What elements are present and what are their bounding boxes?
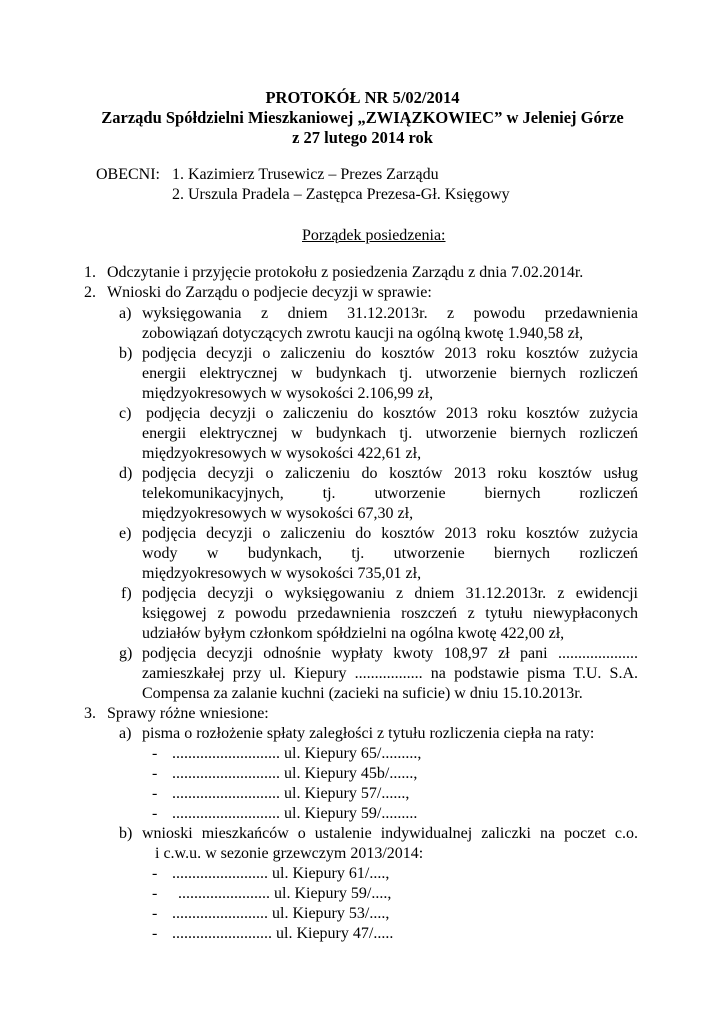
item-text-1: Odczytanie i przyjęcie protokołu z posiedzenia Zarządu z dnia 7.02.2014r. bbox=[107, 264, 584, 281]
item-number-1: 1. bbox=[84, 264, 96, 281]
sub-a-line-1: wyksięgowania z dniem 31.12.2013r. z powodu przedawnienia bbox=[142, 305, 638, 322]
dash-bullet: - bbox=[152, 785, 158, 802]
sub-d-line-1: podjęcia decyzji o zaliczeniu do kosztów 2013 roku kosztów usług bbox=[142, 465, 638, 482]
sub-f-line-2: księgowej z powodu przedawnienia roszczeń z tytułu niewypłaconych bbox=[142, 605, 638, 622]
sub-letter-b: b) bbox=[119, 345, 133, 362]
sub-letter-c: c) bbox=[119, 405, 132, 422]
sub-d-line-3: międzyokresowych w wysokości 67,30 zł, bbox=[142, 505, 414, 522]
sub-c-line-2: energii elektrycznej w budynkach tj. utworzenie biernych rozliczeń bbox=[142, 425, 638, 442]
sub-letter-a: a) bbox=[119, 305, 132, 322]
sub-d-line-2: telekomunikacyjnych, tj. utworzenie biernych rozliczeń bbox=[142, 485, 638, 502]
sub-g-line-1: podjęcia decyzji odnośnie wypłaty kwoty 108,97 zł pani .................... bbox=[142, 645, 638, 662]
protocol-title: PROTOKÓŁ NR 5/02/2014 bbox=[265, 88, 460, 107]
item-text-2: Wnioski do Zarządu o podjecie decyzji w sprawie: bbox=[107, 284, 432, 301]
sub3-letter-a: a) bbox=[119, 725, 132, 742]
list-entry: ....................... ul. Kiepury 59/...., bbox=[178, 885, 392, 902]
sub-e-line-2: wody w budynkach, tj. utworzenie biernych rozliczeń bbox=[142, 545, 638, 562]
sub-f-line-1: podjęcia decyzji o wyksięgowaniu z dniem 31.12.2013r. z ewidencji bbox=[142, 585, 638, 602]
sub3-b-line-2: i c.w.u. w sezonie grzewczym 2013/2014: bbox=[155, 845, 424, 862]
list-entry: ........................... ul. Kiepury 45b/......, bbox=[172, 765, 418, 782]
sub-f-line-3: udziałów byłym członkom spółdzielni na ogólna kwotę 422,00 zł, bbox=[142, 625, 565, 642]
present-label: OBECNI: bbox=[96, 166, 160, 183]
sub3-a-text: pisma o rozłożenie spłaty zaległości z tytułu rozliczenia ciepła na raty: bbox=[142, 725, 595, 742]
sub-c-line-1: podjęcia decyzji o zaliczeniu do kosztów 2013 roku kosztów zużycia bbox=[146, 405, 638, 422]
dash-bullet: - bbox=[152, 865, 158, 882]
list-entry: ........................ ul. Kiepury 53/...., bbox=[172, 905, 390, 922]
sub-e-line-1: podjęcia decyzji o zaliczeniu do kosztów 2013 roku kosztów zużycia bbox=[142, 525, 638, 542]
list-entry: ......................... ul. Kiepury 47/..... bbox=[172, 925, 394, 942]
board-name: Zarządu Spółdzielni Mieszkaniowej „ZWIĄZKOWIEC” w Jeleniej Górze bbox=[101, 108, 624, 127]
sub-b-line-2: energii elektrycznej w budynkach tj. utworzenie biernych rozliczeń bbox=[142, 365, 638, 382]
sub-g-line-2: zamieszkałej przy ul. Kiepury ................. na podstawie pisma T.U. S.A. bbox=[142, 665, 638, 682]
item-text-3: Sprawy różne wniesione: bbox=[107, 705, 269, 722]
present-member-1: 1. Kazimierz Trusewicz – Prezes Zarządu bbox=[172, 166, 439, 183]
dash-bullet: - bbox=[152, 765, 158, 782]
sub-letter-d: d) bbox=[119, 465, 133, 482]
item-number-3: 3. bbox=[84, 705, 96, 722]
sub-a-line-2: zobowiązań dotyczących zwrotu kaucji na ogólną kwotę 1.940,58 zł, bbox=[142, 325, 584, 342]
list-entry: ........................... ul. Kiepury 57/......, bbox=[172, 785, 410, 802]
sub-b-line-3: międzyokresowych w wysokości 2.106,99 zł, bbox=[142, 385, 434, 402]
sub-letter-e: e) bbox=[119, 525, 132, 542]
sub-c-line-3: międzyokresowych w wysokości 422,61 zł, bbox=[142, 445, 422, 462]
sub-g-line-3: Compensa za zalanie kuchni (zacieki na suficie) w dniu 15.10.2013r. bbox=[142, 685, 583, 702]
item-number-2: 2. bbox=[84, 284, 96, 301]
dash-bullet: - bbox=[152, 925, 158, 942]
present-member-2: 2. Urszula Pradela – Zastępca Prezesa-Gł. Księgowy bbox=[172, 186, 510, 203]
dash-bullet: - bbox=[152, 805, 158, 822]
dash-bullet: - bbox=[152, 745, 158, 762]
agenda-title: Porządek posiedzenia: bbox=[302, 227, 446, 244]
sub3-b-line-1: wnioski mieszkańców o ustalenie indywidualnej zaliczki na poczet c.o. bbox=[142, 825, 638, 842]
list-entry: ........................... ul. Kiepury 65/........., bbox=[172, 745, 422, 762]
dash-bullet: - bbox=[152, 885, 158, 902]
sub3-letter-b: b) bbox=[119, 825, 133, 842]
dash-bullet: - bbox=[152, 905, 158, 922]
sub-e-line-3: międzyokresowych w wysokości 735,01 zł, bbox=[142, 565, 422, 582]
sub-letter-g: g) bbox=[119, 645, 133, 662]
list-entry: ........................ ul. Kiepury 61/...., bbox=[172, 865, 390, 882]
list-entry: ........................... ul. Kiepury 59/......... bbox=[172, 805, 418, 822]
sub-letter-f: f) bbox=[121, 585, 132, 602]
protocol-date: z 27 lutego 2014 rok bbox=[292, 128, 433, 147]
sub-b-line-1: podjęcia decyzji o zaliczeniu do kosztów 2013 roku kosztów zużycia bbox=[142, 345, 638, 362]
